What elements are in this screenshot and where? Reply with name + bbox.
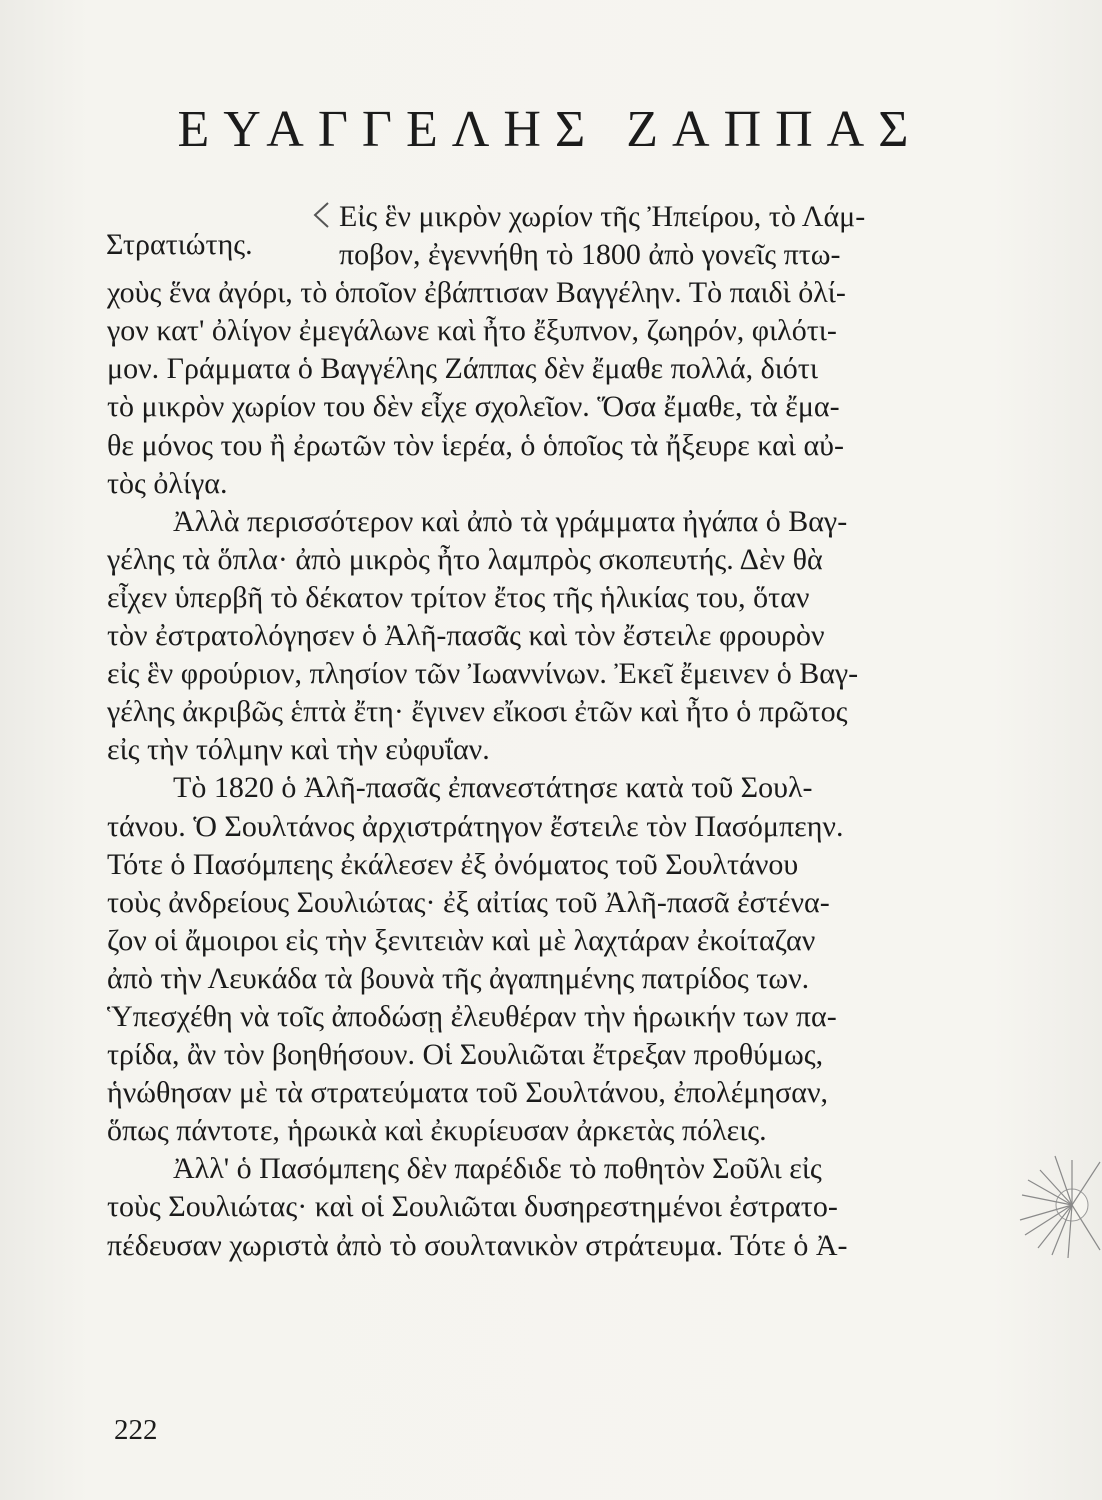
text-line: γέλης τὰ ὅπλα· ἀπὸ μικρὸς ἦτο λαμπρὸς σκοπευτής. Δὲν θὰ	[107, 542, 823, 576]
paragraph-3	[107, 769, 967, 1150]
body-text	[107, 198, 967, 1265]
paragraph-1	[107, 198, 967, 503]
text-line: γον κατ' ὀλίγον ἐμεγάλωνε καὶ ἦτο ἔξυπνον, ζωηρόν, φιλότι-	[107, 314, 837, 348]
paragraph-4	[107, 1150, 967, 1264]
text-line: ἀπὸ τὴν Λευκάδα τὰ βουνὰ τῆς ἀγαπημένης πατρίδος των.	[107, 961, 810, 995]
text-line: τάνου. Ὁ Σουλτάνος ἀρχιστράτηγον ἔστειλε τὸν Πασόμπεην.	[107, 809, 844, 843]
text-line: Ὑπεσχέθη νὰ τοῖς ἀποδώσῃ ἐλευθέραν τὴν ἡρωικήν των πα-	[107, 999, 837, 1033]
text-line: τὸν ἐστρατολόγησεν ὁ Ἀλῆ-πασᾶς καὶ τὸν ἔστειλε φρουρὸν	[107, 619, 825, 653]
text-line: τὸς ὀλίγα.	[107, 466, 228, 500]
text-line: πέδευσαν χωριστὰ ἀπὸ τὸ σουλτανικὸν στράτευμα. Τότε ὁ Ἀ-	[107, 1228, 848, 1262]
text-line: τρίδα, ἂν τὸν βοηθήσουν. Οἱ Σουλιῶται ἔτρεξαν προθύμως,	[107, 1038, 824, 1072]
text-line: ὅπως πάντοτε, ἡρωικὰ καὶ ἐκυρίευσαν ἀρκετὰς πόλεις.	[107, 1114, 767, 1148]
text-line: εἶχεν ὑπερβῆ τὸ δέκατον τρίτον ἔτος τῆς ἡλικίας του, ὅταν	[107, 580, 810, 614]
text-line: τοὺς ἀνδρείους Σουλιώτας· ἐξ αἰτίας τοῦ Ἀλῆ-πασᾶ ἐστένα-	[107, 885, 830, 919]
text-line: χοὺς ἕνα ἀγόρι, τὸ ὁποῖον ἐβάπτισαν Βαγγέλην. Τὸ παιδὶ ὀλί-	[107, 276, 846, 310]
text-line: Τὸ 1820 ὁ Ἀλῆ-πασᾶς ἐπανεστάτησε κατὰ τοῦ Σουλ-	[173, 771, 813, 805]
text-line: Εἰς ἓν μικρὸν χωρίον τῆς Ἠπείρου, τὸ Λάμ-	[339, 200, 866, 233]
text-line: μον. Γράμματα ὁ Βαγγέλης Ζάππας δὲν ἔμαθε πολλά, διότι	[107, 352, 818, 386]
text-line: τὸ μικρὸν χωρίον του δὲν εἶχε σχολεῖον. Ὅσα ἔμαθε, τὰ ἔμα-	[107, 390, 840, 424]
text-line: ἡνώθησαν μὲ τὰ στρατεύματα τοῦ Σουλτάνου, ἐπολέμησαν,	[107, 1076, 829, 1110]
chapter-title: ΕΥΑΓΓΕΛΗΣ ΖΑΠΠΑΣ	[177, 101, 923, 158]
page-number: 222	[114, 1414, 158, 1446]
text-line: γέλης ἀκριβῶς ἑπτὰ ἔτη· ἔγινεν εἴκοσι ἐτῶν καὶ ἦτο ὁ πρῶτος	[107, 695, 848, 729]
margin-note: Στρατιώτης.	[106, 228, 253, 261]
text-line: Ἀλλ' ὁ Πασόμπεης δὲν παρέδιδε τὸ ποθητὸν Σοῦλι εἰς	[173, 1152, 822, 1186]
text-line: Τότε ὁ Πασόμπεης ἐκάλεσεν ἐξ ὀνόματος τοῦ Σουλτάνου	[107, 847, 799, 881]
text-line: ποβον, ἐγεννήθη τὸ 1800 ἀπὸ γονεῖς πτω-	[339, 238, 841, 272]
text-line: τοὺς Σουλιώτας· καὶ οἱ Σουλιῶται δυσηρεστημένοι ἐστρατο-	[107, 1190, 838, 1224]
paragraph-2	[107, 503, 967, 770]
text-line: ζον οἱ ἄμοιροι εἰς τὴν ξενιτειὰν καὶ μὲ λαχτάραν ἐκοίταζαν	[107, 923, 816, 957]
text-line: θε μόνος του ἢ ἐρωτῶν τὸν ἱερέα, ὁ ὁποῖος τὰ ἤξευρε καὶ αὐ-	[107, 428, 845, 462]
text-line: εἰς ἓν φρούριον, πλησίον τῶν Ἰωαννίνων. Ἐκεῖ ἔμεινεν ὁ Βαγ-	[107, 657, 859, 691]
text-line: εἰς τὴν τόλμην καὶ τὴν εὐφυΐαν.	[107, 733, 490, 767]
text-line: Ἀλλὰ περισσότερον καὶ ἀπὸ τὰ γράμματα ἠγάπα ὁ Βαγ-	[173, 504, 848, 538]
ink-stain-mark	[1010, 1140, 1102, 1270]
